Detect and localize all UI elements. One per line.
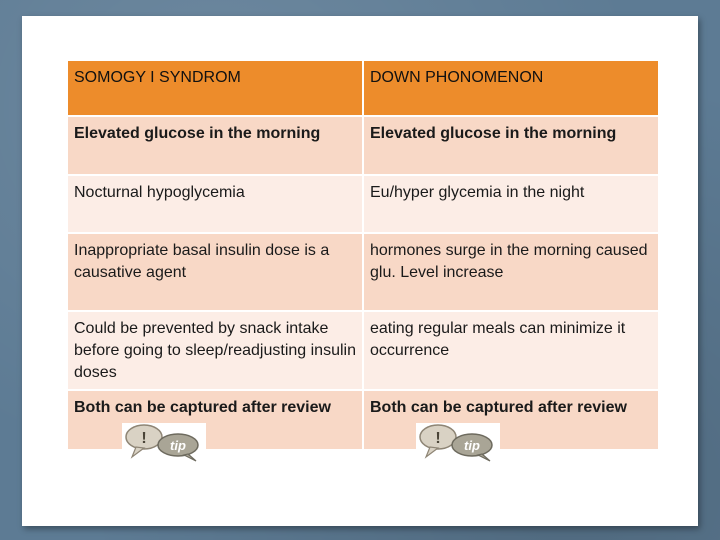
table-cell xyxy=(363,390,659,453)
table-row xyxy=(67,233,659,311)
table-cell: Elevated glucose in the morning xyxy=(363,116,659,174)
svg-text:!: ! xyxy=(141,429,147,447)
svg-text:tip: tip xyxy=(170,437,186,453)
table-cell: Inappropriate basal insulin dose is a causative agent xyxy=(67,233,363,311)
table-row xyxy=(67,175,659,233)
table-cell: Elevated glucose in the morning xyxy=(67,116,363,174)
table-cell: Eu/hyper glycemia in the night xyxy=(363,175,659,233)
svg-text:!: ! xyxy=(435,429,441,447)
table-row xyxy=(67,311,659,389)
tip-icon xyxy=(416,423,500,463)
table-cell: hormones surge in the morning caused glu. Level increase xyxy=(363,233,659,311)
table-row xyxy=(67,116,659,174)
table-cell xyxy=(67,390,363,453)
cell-content xyxy=(370,397,652,453)
comparison-table xyxy=(66,59,660,451)
table-cell: eating regular meals can minimize it occurrence xyxy=(363,311,659,389)
cell-content xyxy=(74,397,356,453)
tip-icon xyxy=(122,423,206,463)
cell-text: Both can be captured after review xyxy=(370,398,627,416)
table-cell: Could be prevented by snack intake before going to sleep/readjusting insulin doses xyxy=(67,311,363,389)
table-header-row xyxy=(67,60,659,116)
header-cell-somogy: SOMOGY I SYNDROM xyxy=(67,60,363,116)
header-cell-dawn: DOWN PHONOMENON xyxy=(363,60,659,116)
table-cell: Nocturnal hypoglycemia xyxy=(67,175,363,233)
table-row xyxy=(67,390,659,450)
svg-text:tip: tip xyxy=(464,437,480,453)
cell-text: Both can be captured after review xyxy=(74,398,331,416)
